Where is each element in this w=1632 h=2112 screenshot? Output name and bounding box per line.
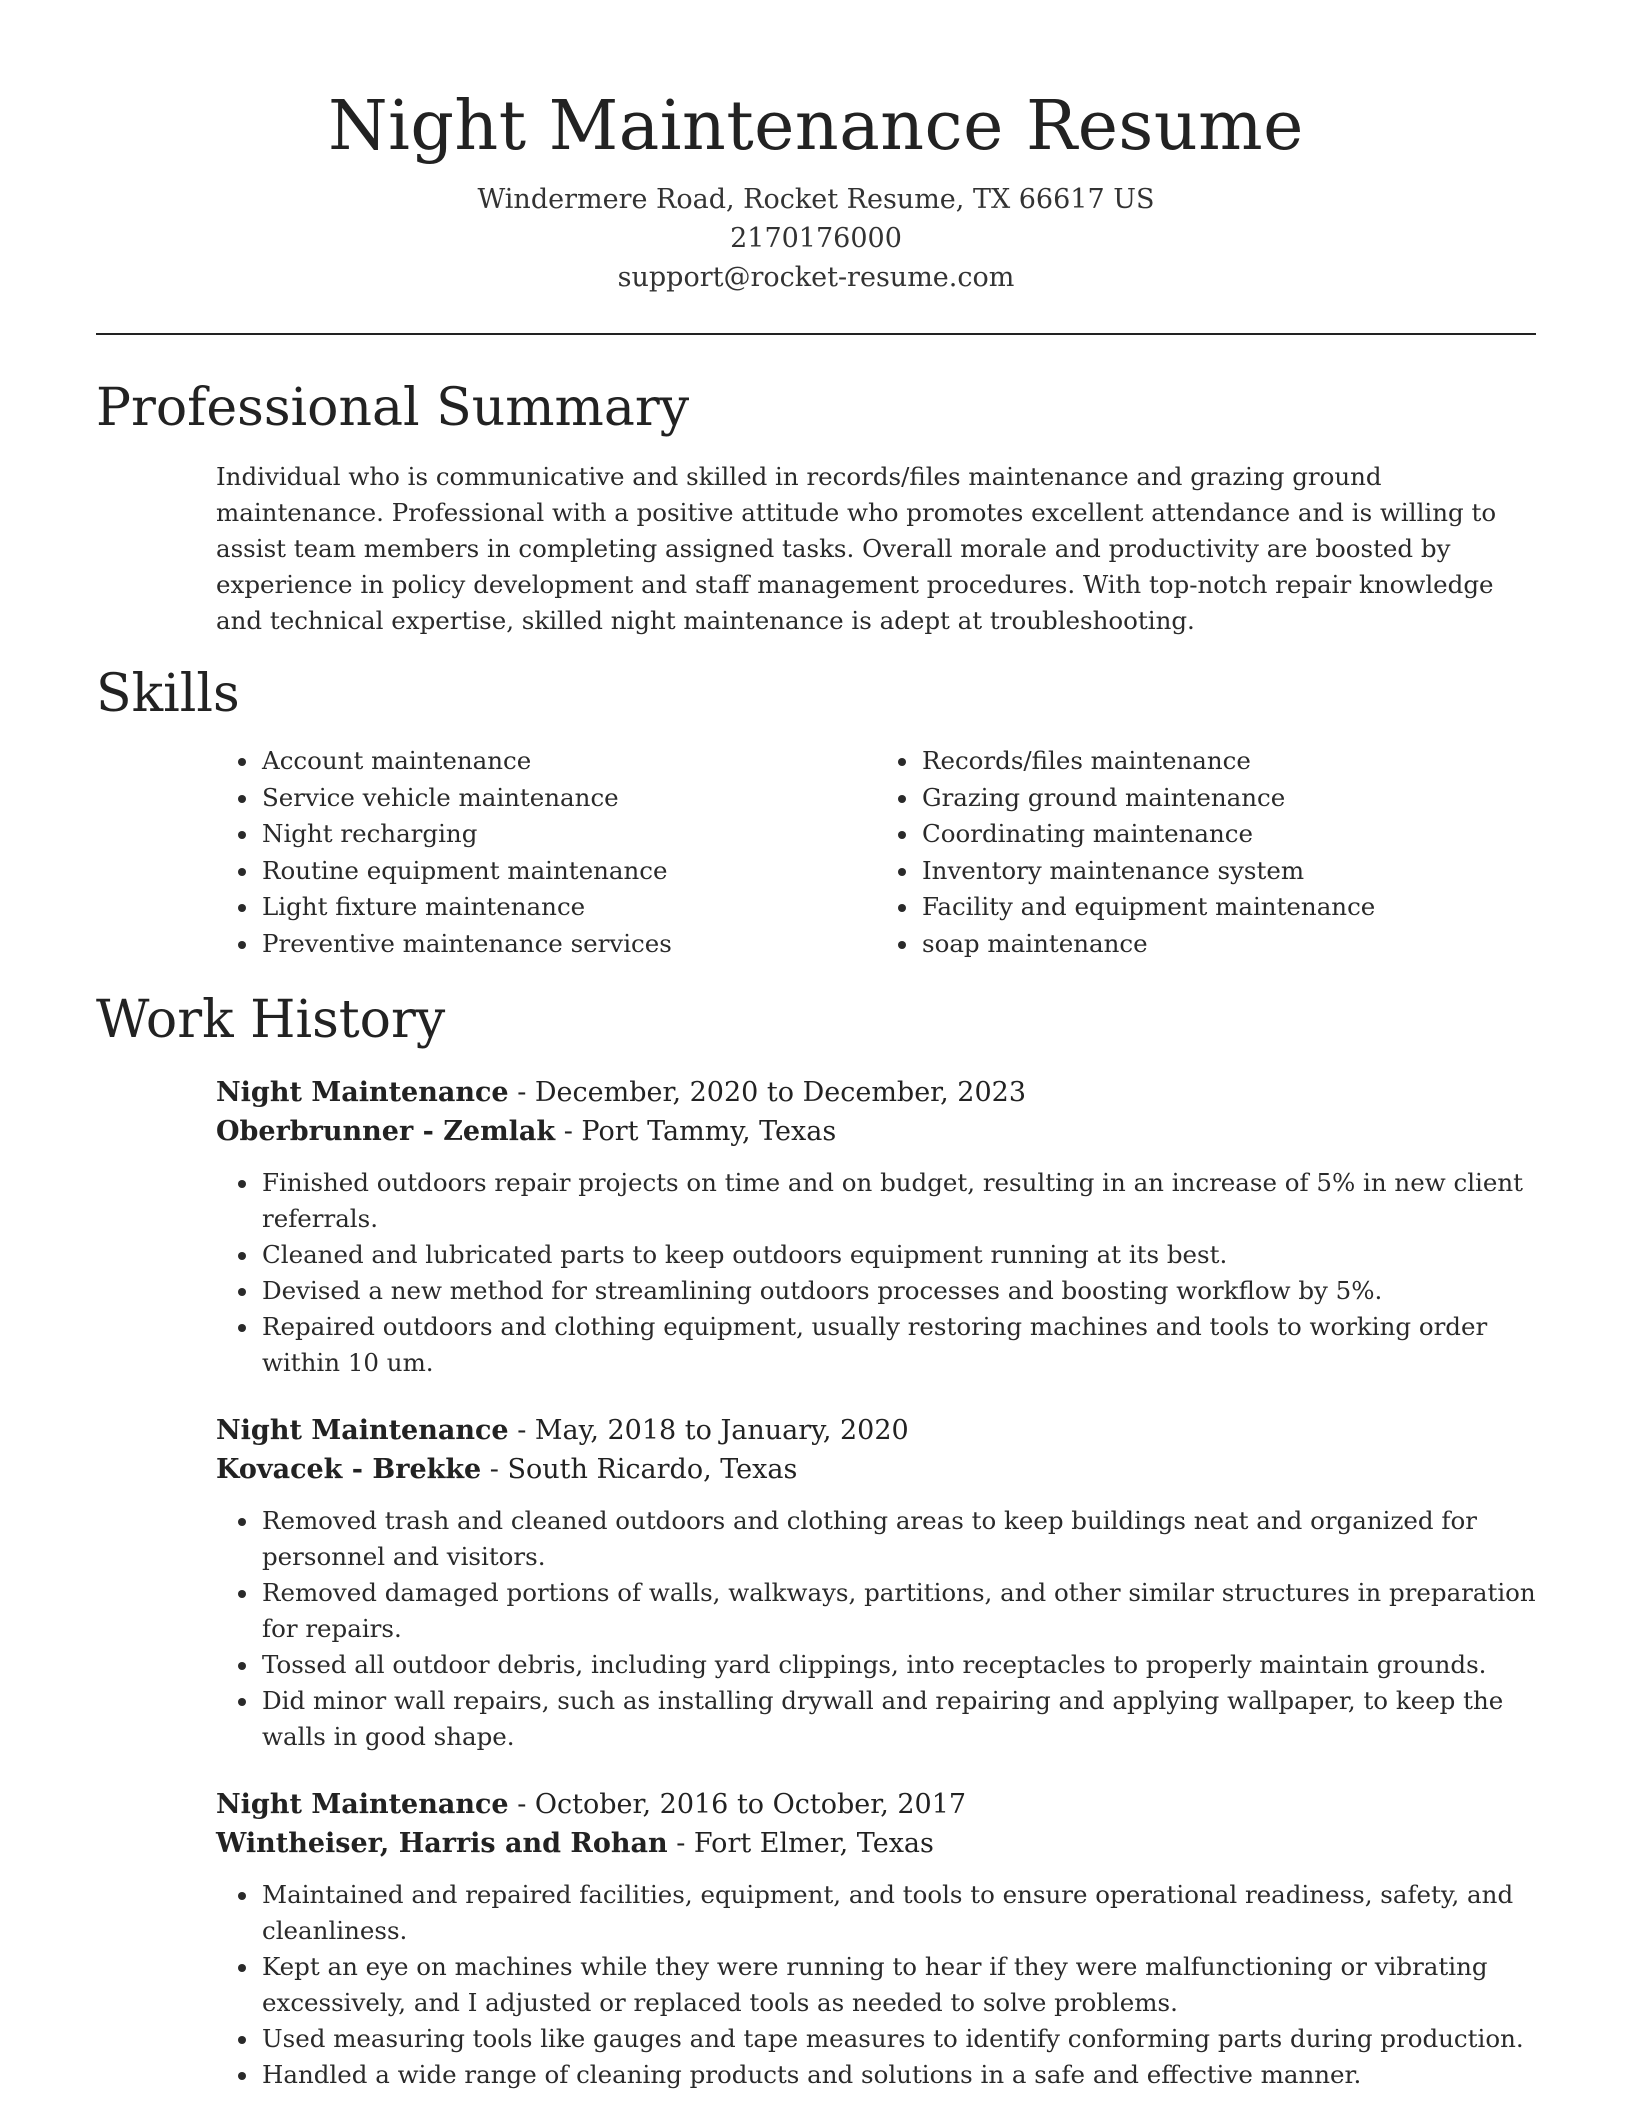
contact-email: support@rocket-resume.com bbox=[617, 262, 1015, 293]
job-entry bbox=[216, 1785, 1536, 2093]
job-bullet: • Handled a wide range of cleaning products and solutions in a safe and effective manner. bbox=[260, 2057, 1536, 2093]
skill-item: • Routine equipment maintenance bbox=[260, 853, 876, 890]
skill-item: • Preventive maintenance services bbox=[260, 926, 876, 963]
skill-item: • Facility and equipment maintenance bbox=[920, 889, 1536, 926]
job-company-line bbox=[216, 1824, 1536, 1863]
skill-item: • soap maintenance bbox=[920, 926, 1536, 963]
job-location: - Port Tammy, Texas bbox=[555, 1115, 837, 1147]
job-title: Night Maintenance bbox=[216, 1788, 509, 1820]
job-bullet-list bbox=[216, 1877, 1536, 2093]
job-title: Night Maintenance bbox=[216, 1076, 509, 1108]
job-title-line bbox=[216, 1073, 1536, 1112]
job-location: - South Ricardo, Texas bbox=[481, 1453, 798, 1485]
job-bullet: • Maintained and repaired facilities, equipment, and tools to ensure operational readiness, safety, and cleanliness. bbox=[260, 1877, 1536, 1949]
job-location: - Fort Elmer, Texas bbox=[667, 1827, 934, 1859]
job-bullet: • Did minor wall repairs, such as installing drywall and repairing and applying wallpaper, to keep the walls in good shape. bbox=[260, 1683, 1536, 1755]
resume-header bbox=[96, 0, 1536, 335]
skills-grid bbox=[216, 743, 1536, 963]
skills-section bbox=[96, 661, 1536, 963]
skill-item: • Account maintenance bbox=[260, 743, 876, 780]
job-bullet: • Finished outdoors repair projects on time and on budget, resulting in an increase of 5% in new client referrals. bbox=[260, 1165, 1536, 1237]
skill-item: • Records/files maintenance bbox=[920, 743, 1536, 780]
job-company: Oberbrunner - Zemlak bbox=[216, 1115, 556, 1147]
job-dates: - October, 2016 to October, 2017 bbox=[508, 1788, 967, 1820]
job-bullet: • Repaired outdoors and clothing equipment, usually restoring machines and tools to working order within 10 um. bbox=[260, 1309, 1536, 1381]
professional-summary-section bbox=[96, 375, 1536, 639]
summary-text: Individual who is communicative and skilled in records/files maintenance and grazing ground maintenance. Professional with a positive attitude who promotes excellent attendance and is willing to assist team members in completing assigned tasks. Overall morale and productivity are boosted by experience in policy development and staff management procedures. With top-notch repair knowledge and technical expertise, skilled night maintenance is adept at troubleshooting. bbox=[216, 462, 1497, 635]
job-company: Wintheiser, Harris and Rohan bbox=[216, 1827, 668, 1859]
job-company-line bbox=[216, 1450, 1536, 1489]
skill-item: • Light fixture maintenance bbox=[260, 889, 876, 926]
job-title-line bbox=[216, 1411, 1536, 1450]
job-bullet: • Removed damaged portions of walls, walkways, partitions, and other similar structures in preparation for repairs. bbox=[260, 1575, 1536, 1647]
skill-item: • Night recharging bbox=[260, 816, 876, 853]
skill-item: • Inventory maintenance system bbox=[920, 853, 1536, 890]
job-entry bbox=[216, 1411, 1536, 1755]
job-company: Kovacek - Brekke bbox=[216, 1453, 482, 1485]
job-dates: - December, 2020 to December, 2023 bbox=[508, 1076, 1027, 1108]
work-history-section bbox=[96, 987, 1536, 2093]
skills-list-left bbox=[216, 743, 876, 963]
job-bullet: • Tossed all outdoor debris, including yard clippings, into receptacles to properly maintain grounds. bbox=[260, 1647, 1536, 1683]
job-bullet-list bbox=[216, 1165, 1536, 1381]
contact-phone: 2170176000 bbox=[730, 223, 902, 254]
job-bullet: • Used measuring tools like gauges and tape measures to identify conforming parts during production. bbox=[260, 2021, 1536, 2057]
contact-address: Windermere Road, Rocket Resume, TX 66617 US bbox=[477, 184, 1155, 215]
work-history-heading: Work History bbox=[96, 989, 446, 1050]
job-bullet: • Devised a new method for streamlining outdoors processes and boosting workflow by 5%. bbox=[260, 1273, 1536, 1309]
job-bullet-list bbox=[216, 1503, 1536, 1755]
header-divider bbox=[96, 333, 1536, 335]
skill-item: • Grazing ground maintenance bbox=[920, 780, 1536, 817]
job-title-line bbox=[216, 1785, 1536, 1824]
job-bullet: • Kept an eye on machines while they were running to hear if they were malfunctioning or vibrating excessively, and I adjusted or replaced tools as needed to solve problems. bbox=[260, 1949, 1536, 2021]
summary-heading: Professional Summary bbox=[96, 378, 690, 438]
skill-item: • Coordinating maintenance bbox=[920, 816, 1536, 853]
skill-item: • Service vehicle maintenance bbox=[260, 780, 876, 817]
job-bullet: • Removed trash and cleaned outdoors and clothing areas to keep buildings neat and organized for personnel and visitors. bbox=[260, 1503, 1536, 1575]
job-title: Night Maintenance bbox=[216, 1414, 509, 1446]
resume-title: Night Maintenance Resume bbox=[328, 87, 1304, 166]
job-bullet: • Cleaned and lubricated parts to keep outdoors equipment running at its best. bbox=[260, 1237, 1536, 1273]
contact-block bbox=[96, 180, 1536, 297]
skills-heading: Skills bbox=[96, 664, 240, 724]
skills-list-right bbox=[876, 743, 1536, 963]
job-company-line bbox=[216, 1112, 1536, 1151]
job-entry bbox=[216, 1073, 1536, 1381]
job-dates: - May, 2018 to January, 2020 bbox=[508, 1414, 909, 1446]
